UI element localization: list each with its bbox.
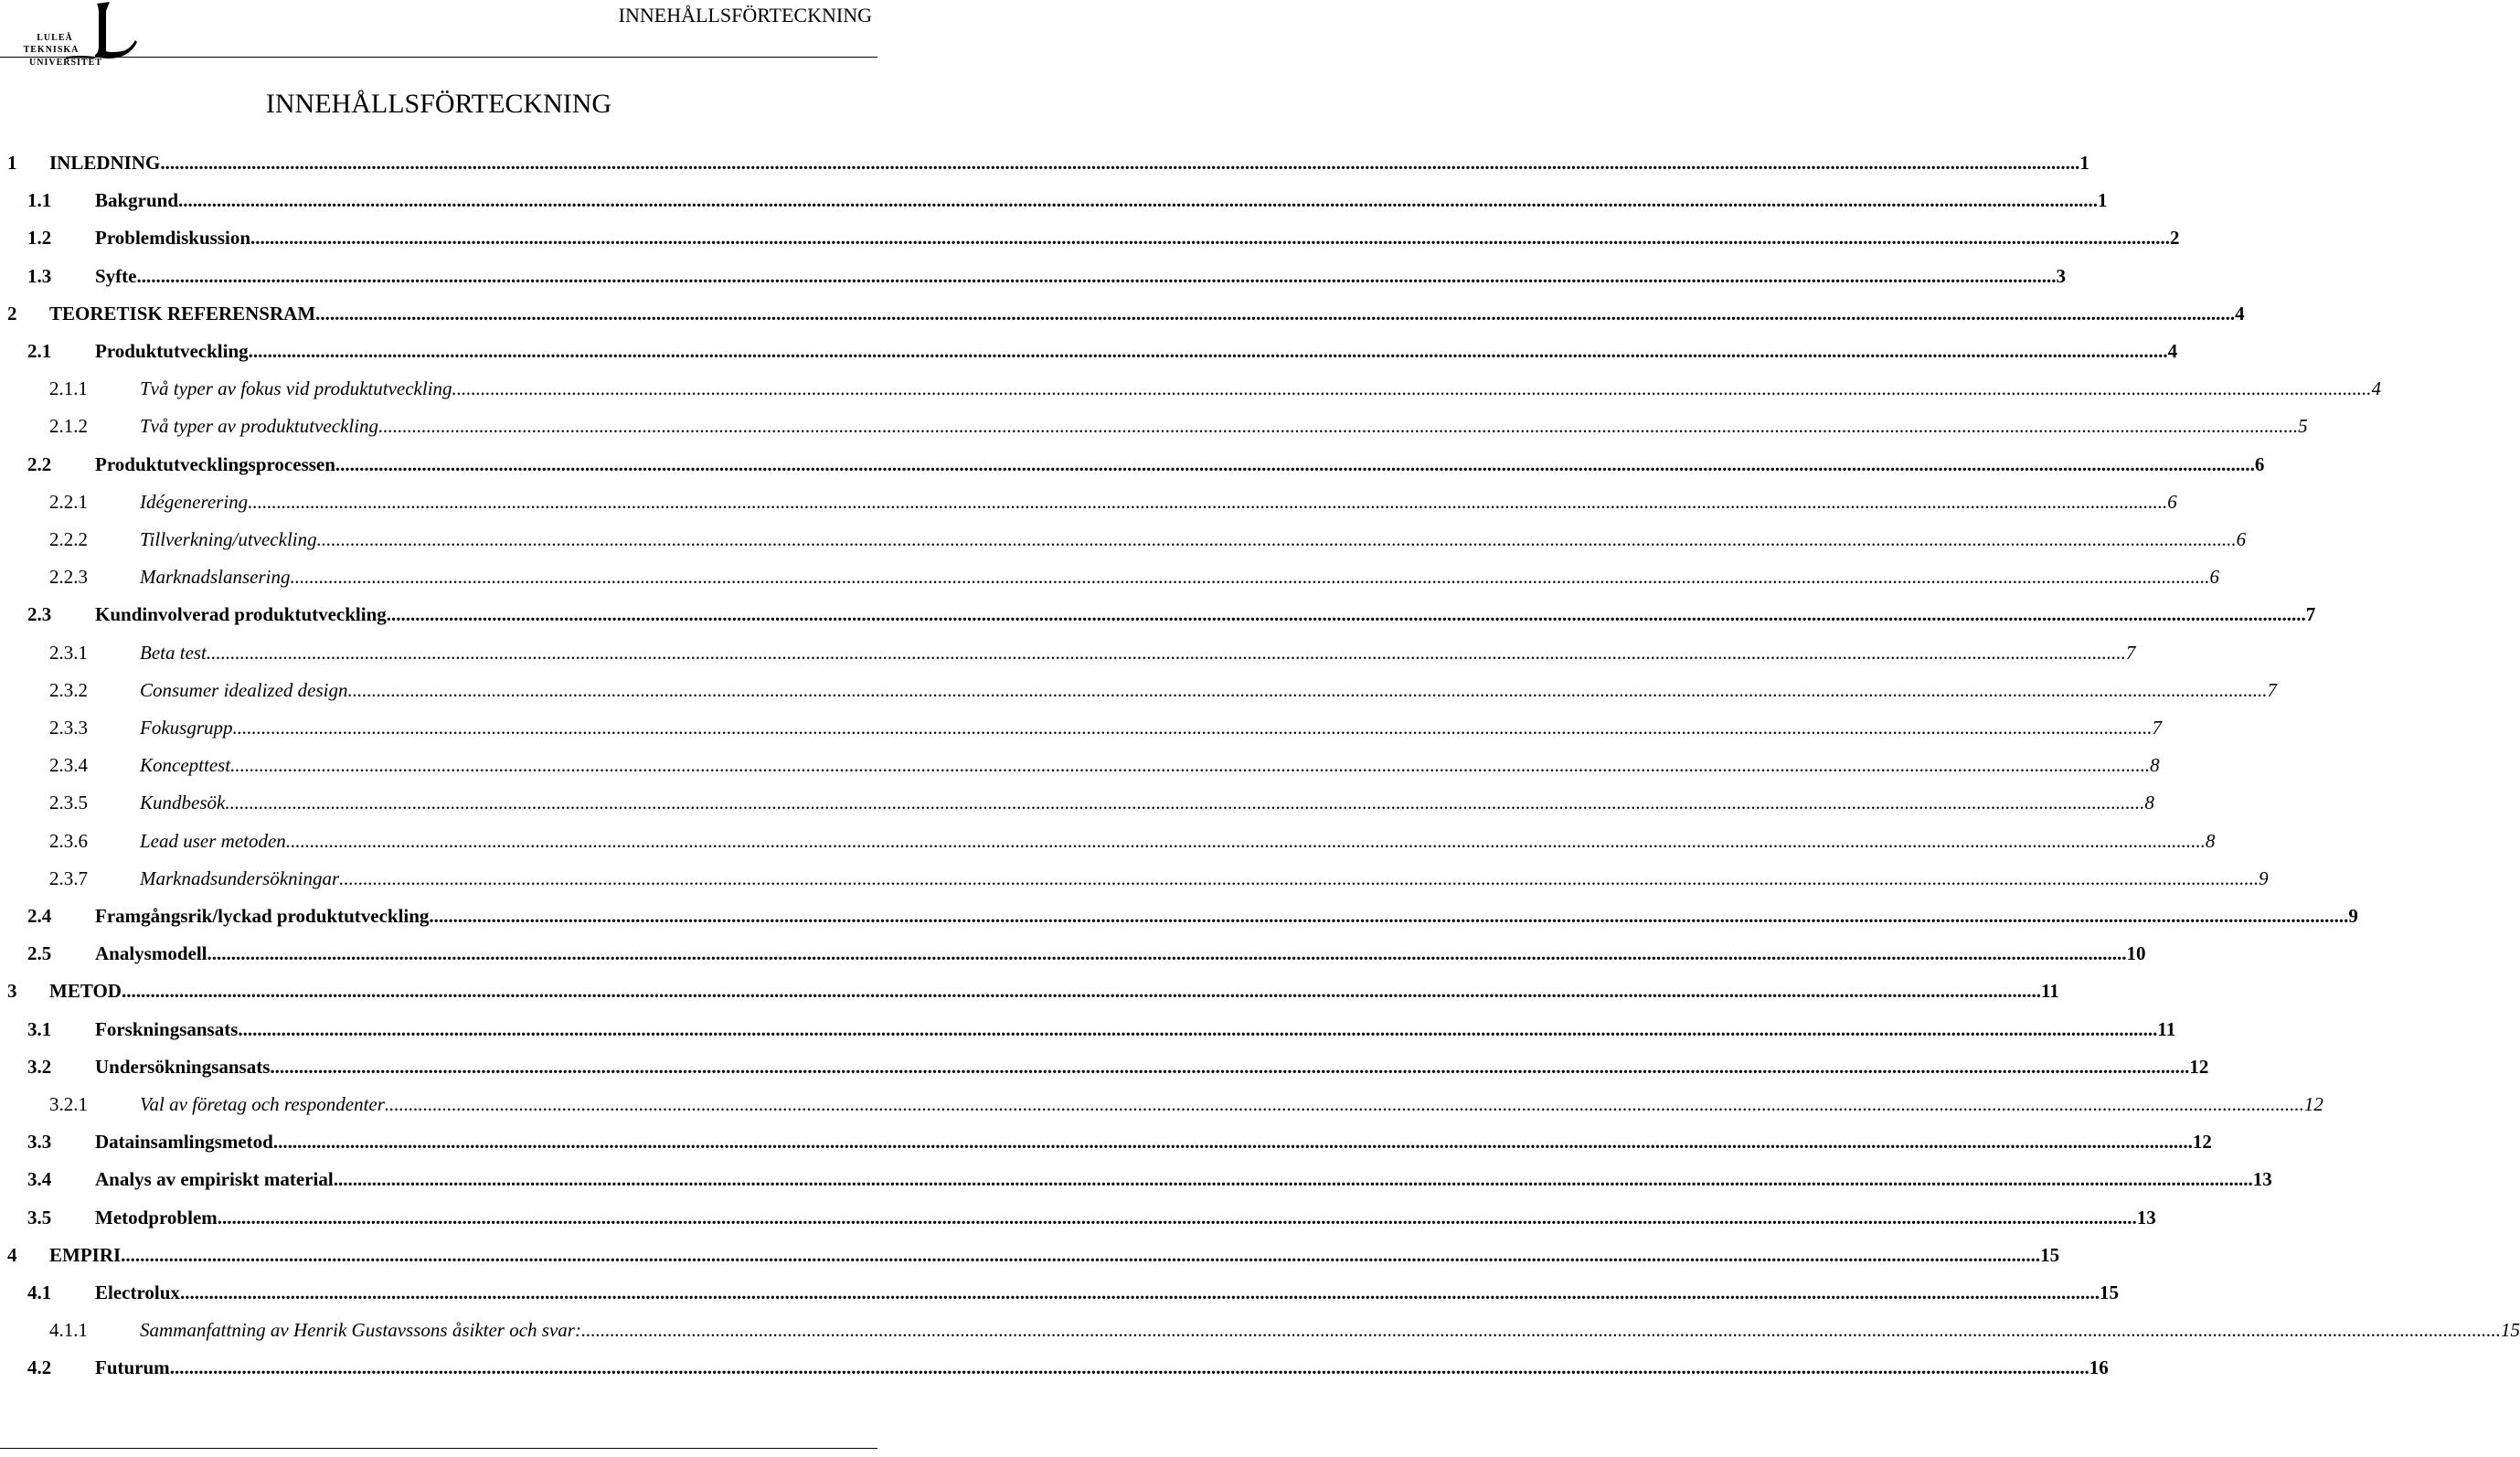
toc-dot-leader: ................................................................................................................................................................................................................................................................................................................................................................................................................ bbox=[386, 603, 2306, 625]
toc-entry-label: Electrolux bbox=[95, 1282, 180, 1303]
page-title: INNEHÅLLSFÖRTECKNING bbox=[265, 89, 612, 119]
toc-dot-leader: ................................................................................................................................................................................................................................................................................................................................................................................................................ bbox=[270, 1056, 2190, 1078]
toc-entry-number: 2.2 bbox=[27, 453, 52, 475]
toc-entry-number: 2.3.2 bbox=[49, 679, 88, 701]
toc-entry[interactable] bbox=[0, 261, 2066, 292]
toc-dot-leader: ................................................................................................................................................................................................................................................................................................................................................................................................................ bbox=[384, 1093, 2304, 1115]
toc-entry-number: 4.2 bbox=[27, 1356, 52, 1378]
toc-entry-label: Futurum bbox=[95, 1356, 170, 1378]
toc-entry-page-number: 12 bbox=[2303, 1093, 2323, 1115]
toc-dot-leader: ................................................................................................................................................................................................................................................................................................................................................................................................................ bbox=[248, 340, 2168, 362]
toc-entry-label: INLEDNING bbox=[49, 152, 161, 174]
toc-entry-page-number: 13 bbox=[2136, 1207, 2156, 1228]
toc-entry[interactable] bbox=[0, 900, 2358, 931]
toc-dot-leader: ................................................................................................................................................................................................................................................................................................................................................................................................................ bbox=[347, 679, 2268, 701]
toc-entry[interactable] bbox=[0, 1089, 2323, 1120]
toc-entry-page-number: 6 bbox=[2209, 566, 2219, 588]
toc-entry-label: Marknadsundersökningar bbox=[140, 867, 340, 889]
toc-entry-label: Framgångsrik/lyckad produktutveckling bbox=[95, 905, 430, 927]
toc-entry-page-number: 13 bbox=[2252, 1168, 2272, 1190]
toc-entry[interactable] bbox=[0, 938, 2146, 969]
toc-dot-leader: ................................................................................................................................................................................................................................................................................................................................................................................................................ bbox=[160, 152, 2080, 174]
toc-entry-number: 1.1 bbox=[27, 189, 52, 211]
toc-entry-label: Produktutvecklingsprocessen bbox=[95, 453, 335, 475]
toc-entry-number: 1.2 bbox=[27, 227, 52, 249]
toc-entry-label: Bakgrund bbox=[95, 189, 179, 211]
running-header-title: INNEHÅLLSFÖRTECKNING bbox=[618, 4, 872, 27]
toc-entry[interactable] bbox=[0, 335, 2178, 367]
toc-entry-label: EMPIRI bbox=[49, 1244, 122, 1266]
toc-entry[interactable] bbox=[0, 222, 2180, 253]
toc-dot-leader: ................................................................................................................................................................................................................................................................................................................................................................................................................ bbox=[121, 980, 2041, 1002]
toc-dot-leader: ................................................................................................................................................................................................................................................................................................................................................................................................................ bbox=[238, 1018, 2158, 1040]
toc-entry-number: 2.3.6 bbox=[49, 830, 88, 852]
toc-entry-page-number: 4 bbox=[2371, 378, 2382, 399]
logo-line3: UNIVERSITET bbox=[29, 58, 102, 68]
toc-entry-page-number: 1 bbox=[2098, 189, 2108, 211]
toc-dot-leader: ................................................................................................................................................................................................................................................................................................................................................................................................................ bbox=[316, 528, 2237, 550]
toc-entry[interactable] bbox=[0, 1277, 2119, 1308]
toc-entry[interactable] bbox=[0, 1239, 2060, 1271]
toc-entry[interactable] bbox=[0, 1314, 2520, 1345]
toc-entry-page-number: 12 bbox=[2192, 1131, 2212, 1153]
toc-entry-page-number: 12 bbox=[2189, 1056, 2209, 1078]
toc-entry-label: Två typer av fokus vid produktutveckling bbox=[140, 378, 452, 399]
toc-dot-leader: ................................................................................................................................................................................................................................................................................................................................................................................................................ bbox=[339, 867, 2259, 889]
toc-entry[interactable] bbox=[0, 147, 2089, 178]
toc-entry-page-number: 7 bbox=[2305, 603, 2316, 625]
toc-dot-leader: ................................................................................................................................................................................................................................................................................................................................................................................................................ bbox=[230, 754, 2151, 776]
toc-entry-label: Marknadslansering bbox=[140, 566, 291, 588]
toc-entry[interactable] bbox=[0, 1352, 2109, 1383]
toc-entry-page-number: 8 bbox=[2150, 754, 2160, 776]
toc-entry-number: 2.3.1 bbox=[49, 642, 88, 664]
toc-entry[interactable] bbox=[0, 185, 2108, 216]
toc-entry-page-number: 15 bbox=[2099, 1282, 2119, 1303]
toc-entry-number: 2 bbox=[7, 303, 17, 324]
toc-dot-leader: ................................................................................................................................................................................................................................................................................................................................................................................................................ bbox=[217, 1207, 2137, 1228]
toc-entry[interactable] bbox=[0, 863, 2269, 894]
toc-entry[interactable] bbox=[0, 410, 2308, 441]
toc-entry[interactable] bbox=[0, 637, 2136, 668]
toc-entry-label: Forskningsansats bbox=[95, 1018, 239, 1040]
toc-entry-page-number: 8 bbox=[2205, 830, 2216, 852]
toc-entry-label: Kundbesök bbox=[140, 792, 226, 814]
toc-entry-page-number: 7 bbox=[2267, 679, 2277, 701]
toc-entry[interactable] bbox=[0, 1202, 2156, 1233]
toc-entry[interactable] bbox=[0, 750, 2160, 781]
toc-dot-leader: ................................................................................................................................................................................................................................................................................................................................................................................................................ bbox=[429, 905, 2349, 927]
toc-entry-number: 2.2.3 bbox=[49, 566, 88, 588]
toc-entry[interactable] bbox=[0, 486, 2177, 517]
toc-entry-number: 3.1 bbox=[27, 1018, 52, 1040]
toc-entry[interactable] bbox=[0, 298, 2245, 329]
toc-entry-label: Fokusgrupp bbox=[140, 717, 233, 739]
toc-entry-label: Produktutveckling bbox=[95, 340, 249, 362]
toc-dot-leader: ................................................................................................................................................................................................................................................................................................................................................................................................................ bbox=[285, 830, 2206, 852]
toc-entry-label: Kundinvolverad produktutveckling bbox=[95, 603, 387, 625]
logo-line1: LULEÅ bbox=[37, 33, 73, 43]
toc-entry-label: Två typer av produktutveckling bbox=[140, 415, 379, 437]
toc-entry-label: Tillverkning/utveckling bbox=[140, 528, 317, 550]
toc-entry-page-number: 6 bbox=[2236, 528, 2247, 550]
toc-entry-number: 3.3 bbox=[27, 1131, 52, 1153]
toc-entry-label: Undersökningsansats bbox=[95, 1056, 271, 1078]
toc-entry-page-number: 4 bbox=[2235, 303, 2245, 324]
toc-entry[interactable] bbox=[0, 524, 2247, 555]
toc-entry-number: 3.5 bbox=[27, 1207, 52, 1228]
toc-entry-page-number: 15 bbox=[2500, 1319, 2520, 1341]
toc-dot-leader: ................................................................................................................................................................................................................................................................................................................................................................................................................ bbox=[333, 1168, 2253, 1190]
toc-entry[interactable] bbox=[0, 449, 2265, 480]
toc-entry-page-number: 6 bbox=[2254, 453, 2265, 475]
toc-dot-leader: ................................................................................................................................................................................................................................................................................................................................................................................................................ bbox=[121, 1244, 2041, 1266]
toc-entry-page-number: 2 bbox=[2170, 227, 2180, 249]
toc-entry-page-number: 1 bbox=[2079, 152, 2089, 174]
toc-entry-number: 2.4 bbox=[27, 905, 52, 927]
toc-entry-number: 2.3.4 bbox=[49, 754, 88, 776]
logo-line2: TEKNISKA bbox=[23, 45, 80, 55]
toc-dot-leader: ................................................................................................................................................................................................................................................................................................................................................................................................................ bbox=[378, 415, 2299, 437]
toc-dot-leader: ................................................................................................................................................................................................................................................................................................................................................................................................................ bbox=[179, 1282, 2100, 1303]
toc-entry-number: 2.3.5 bbox=[49, 792, 88, 814]
toc-entry-page-number: 7 bbox=[2125, 642, 2136, 664]
toc-dot-leader: ................................................................................................................................................................................................................................................................................................................................................................................................................ bbox=[248, 491, 2168, 513]
toc-dot-leader: ................................................................................................................................................................................................................................................................................................................................................................................................................ bbox=[232, 717, 2153, 739]
toc-entry[interactable] bbox=[0, 1014, 2176, 1045]
toc-entry[interactable] bbox=[0, 675, 2277, 706]
toc-entry-number: 2.5 bbox=[27, 942, 52, 964]
toc-entry-label: Val av företag och respondenter bbox=[140, 1093, 385, 1115]
toc-entry-label: Sammanfattning av Henrik Gustavssons åsikter och svar: bbox=[140, 1319, 581, 1341]
toc-entry-number: 1.3 bbox=[27, 265, 52, 287]
toc-dot-leader: ................................................................................................................................................................................................................................................................................................................................................................................................................ bbox=[225, 792, 2145, 814]
toc-dot-leader: ................................................................................................................................................................................................................................................................................................................................................................................................................ bbox=[207, 942, 2127, 964]
toc-dot-leader: ................................................................................................................................................................................................................................................................................................................................................................................................................ bbox=[290, 566, 2210, 588]
toc-entry-page-number: 16 bbox=[2089, 1356, 2109, 1378]
toc-entry-number: 3.2 bbox=[27, 1056, 52, 1078]
toc-entry-page-number: 7 bbox=[2152, 717, 2162, 739]
toc-entry-page-number: 5 bbox=[2298, 415, 2308, 437]
toc-entry-number: 4.1 bbox=[27, 1282, 52, 1303]
toc-entry-number: 1 bbox=[7, 152, 17, 174]
toc-entry-label: Beta test bbox=[140, 642, 207, 664]
toc-entry-number: 2.1 bbox=[27, 340, 52, 362]
toc-entry-page-number: 11 bbox=[2157, 1018, 2176, 1040]
toc-dot-leader: ................................................................................................................................................................................................................................................................................................................................................................................................................ bbox=[315, 303, 2236, 324]
toc-entry[interactable] bbox=[0, 825, 2216, 856]
toc-entry-label: Problemdiskussion bbox=[95, 227, 250, 249]
toc-entry[interactable] bbox=[0, 1051, 2209, 1082]
toc-entry-number: 2.3.7 bbox=[49, 867, 88, 889]
toc-entry[interactable] bbox=[0, 561, 2219, 592]
toc-entry-number: 4.1.1 bbox=[49, 1319, 88, 1341]
toc-dot-leader: ................................................................................................................................................................................................................................................................................................................................................................................................................ bbox=[250, 227, 2170, 249]
toc-dot-leader: ................................................................................................................................................................................................................................................................................................................................................................................................................ bbox=[136, 265, 2057, 287]
toc-entry-page-number: 9 bbox=[2348, 905, 2358, 927]
toc-entry-label: Datainsamlingsmetod bbox=[95, 1131, 273, 1153]
toc-dot-leader: ................................................................................................................................................................................................................................................................................................................................................................................................................ bbox=[206, 642, 2126, 664]
toc-entry-page-number: 6 bbox=[2167, 491, 2177, 513]
toc-entry-number: 3 bbox=[7, 980, 17, 1002]
toc-entry-number: 2.1.2 bbox=[49, 415, 88, 437]
toc-entry-number: 2.3.3 bbox=[49, 717, 88, 739]
toc-entry-page-number: 15 bbox=[2040, 1244, 2060, 1266]
footer-divider bbox=[0, 1448, 877, 1449]
toc-entry-number: 3.4 bbox=[27, 1168, 52, 1190]
toc-dot-leader: ................................................................................................................................................................................................................................................................................................................................................................................................................ bbox=[580, 1319, 2501, 1341]
toc-entry[interactable] bbox=[0, 599, 2316, 630]
toc-entry[interactable] bbox=[0, 712, 2162, 743]
toc-entry-label: Analysmodell bbox=[95, 942, 207, 964]
toc-dot-leader: ................................................................................................................................................................................................................................................................................................................................................................................................................ bbox=[452, 378, 2372, 399]
toc-entry-number: 3.2.1 bbox=[49, 1093, 88, 1115]
toc-entry-label: Lead user metoden bbox=[140, 830, 286, 852]
toc-entry-number: 2.2.1 bbox=[49, 491, 88, 513]
toc-entry-page-number: 10 bbox=[2126, 942, 2146, 964]
toc-entry-page-number: 4 bbox=[2167, 340, 2178, 362]
toc-entry-number: 2.1.1 bbox=[49, 378, 88, 399]
toc-entry-label: Analys av empiriskt material bbox=[95, 1168, 334, 1190]
toc-entry-page-number: 8 bbox=[2144, 792, 2154, 814]
toc-entry[interactable] bbox=[0, 787, 2154, 818]
toc-entry-label: Idégenerering bbox=[140, 491, 249, 513]
toc-entry-label: METOD bbox=[49, 980, 122, 1002]
toc-entry-number: 2.2.2 bbox=[49, 528, 88, 550]
toc-entry-label: Koncepttest bbox=[140, 754, 231, 776]
toc-dot-leader: ................................................................................................................................................................................................................................................................................................................................................................................................................ bbox=[335, 453, 2255, 475]
toc-entry[interactable] bbox=[0, 1126, 2212, 1157]
toc-entry-number: 2.3 bbox=[27, 603, 52, 625]
toc-entry-label: TEORETISK REFERENSRAM bbox=[49, 303, 316, 324]
toc-entry-page-number: 11 bbox=[2040, 980, 2059, 1002]
toc-entry[interactable] bbox=[0, 1164, 2272, 1195]
toc-dot-leader: ................................................................................................................................................................................................................................................................................................................................................................................................................ bbox=[272, 1131, 2193, 1153]
toc-dot-leader: ................................................................................................................................................................................................................................................................................................................................................................................................................ bbox=[178, 189, 2099, 211]
toc-entry-page-number: 3 bbox=[2056, 265, 2066, 287]
toc-entry[interactable] bbox=[0, 373, 2382, 404]
toc-entry-page-number: 9 bbox=[2259, 867, 2269, 889]
toc-entry[interactable] bbox=[0, 975, 2059, 1006]
toc-entry-number: 4 bbox=[7, 1244, 17, 1266]
toc-entry-label: Syfte bbox=[95, 265, 137, 287]
toc-entry-label: Metodproblem bbox=[95, 1207, 218, 1228]
toc-entry-label: Consumer idealized design bbox=[140, 679, 348, 701]
toc-dot-leader: ................................................................................................................................................................................................................................................................................................................................................................................................................ bbox=[169, 1356, 2089, 1378]
